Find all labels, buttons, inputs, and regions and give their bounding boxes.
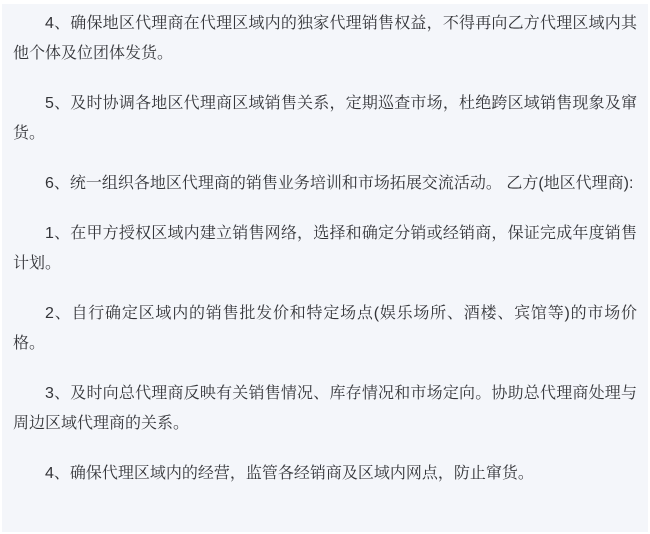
clause-paragraph-1-party-b: 1、在甲方授权区域内建立销售网络，选择和确定分销或经销商，保证完成年度销售计划。 <box>13 225 637 272</box>
clause-paragraph-2-party-b: 2、自行确定区域内的销售批发价和特定场点(娱乐场所、酒楼、宾馆等)的市场价格。 <box>13 305 637 352</box>
clause-paragraph-4-party-a: 4、确保地区代理商在代理区域内的独家代理销售权益，不得再向乙方代理区域内其他个体及位团体发货。 <box>13 15 637 62</box>
clause-paragraph-4-party-b: 4、确保代理区域内的经营，监管各经销商及区域内网点，防止窜货。 <box>45 465 534 482</box>
clause-paragraph-3-party-b: 3、及时向总代理商反映有关销售情况、库存情况和市场定向。协助总代理商处理与周边区域代理商的关系。 <box>13 385 637 432</box>
clause-paragraph-5-party-a: 5、及时协调各地区代理商区域销售关系，定期巡查市场，杜绝跨区域销售现象及窜货。 <box>13 95 637 142</box>
clause-paragraph-6-party-a: 6、统一组织各地区代理商的销售业务培训和市场拓展交流活动。 乙方(地区代理商): <box>45 175 634 192</box>
